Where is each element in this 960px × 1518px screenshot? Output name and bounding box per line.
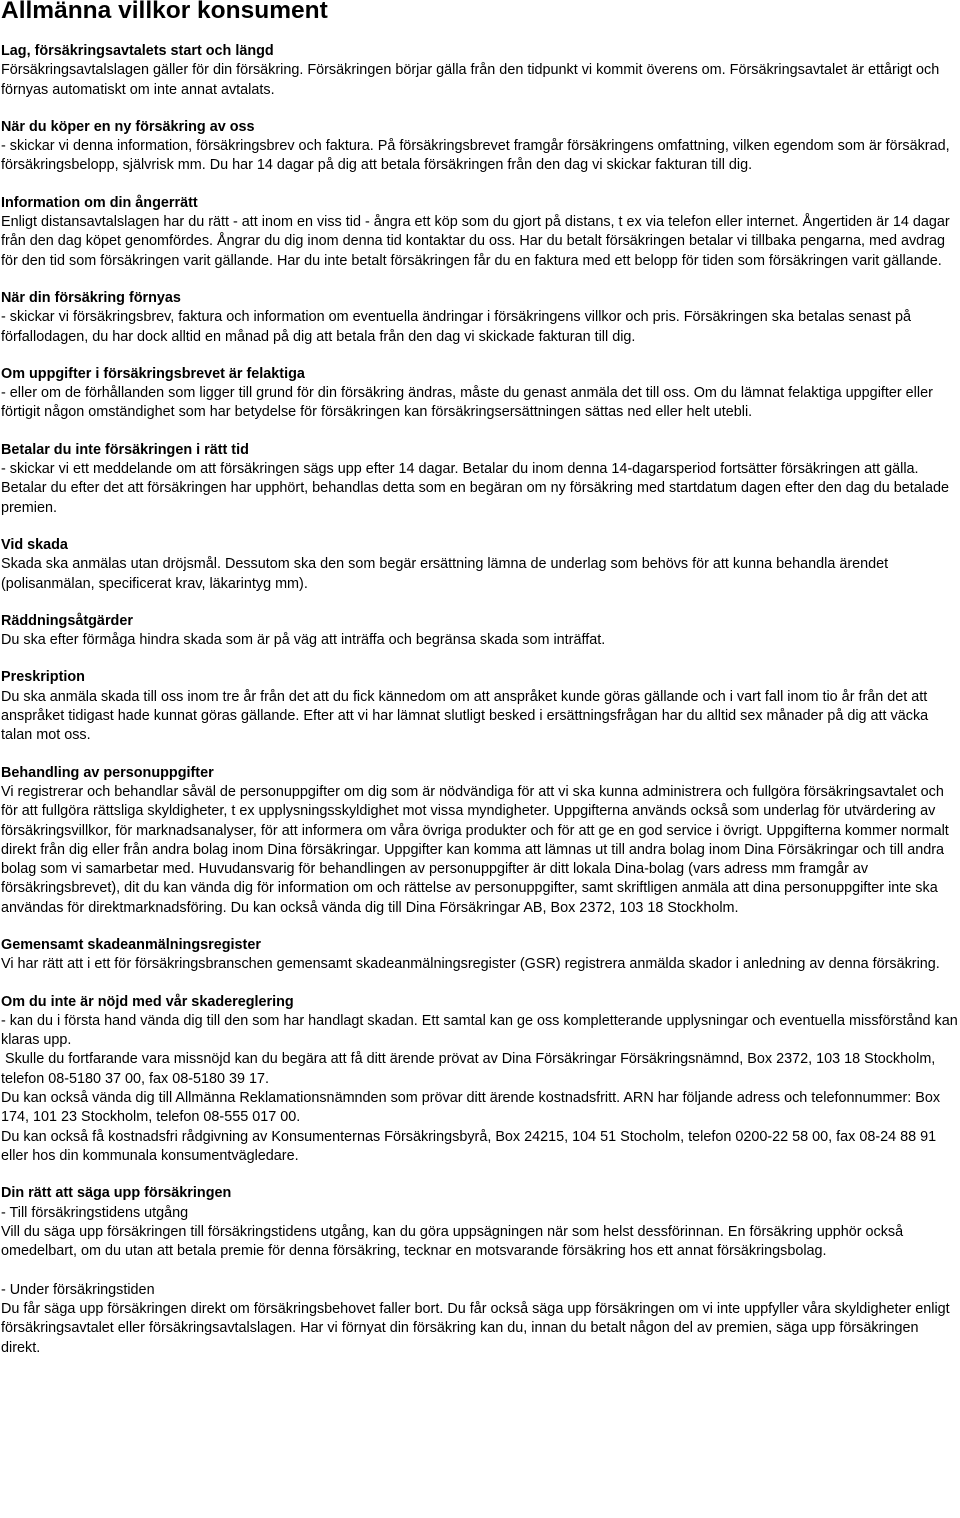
section-paragraph: Du kan också vända dig till Allmänna Reklamationsnämnden som prövar ditt ärende kostnadsfritt. ARN har följande adress och telefonnummer: Box 174, 101 23 Stockholm, telefon 08-555 017 00. [1,1090,941,1126]
section-paragraph: Vi har rätt att i ett för försäkringsbranschen gemensamt skadeanmälningsregister (GSR) registrera anmälda skador i anledning av denna försäkring. [1,956,940,973]
section-heading: Din rätt att säga upp försäkringen [1,1185,232,1202]
section-paragraph: Du ska efter förmåga hindra skada som är på väg att inträffa och begränsa skada som inträffat. [1,632,606,649]
section-paragraph: Du kan också få kostnadsfri rådgivning av Konsumenternas Försäkringsbyrå, Box 24215, 104 51 Stocholm, telefon 0200-22 58 00, fax 08-24 88 91 eller hos din kommunala konsumentvägledare. [1,1128,937,1164]
section-heading: Betalar du inte försäkringen i rätt tid [1,441,249,458]
section-ny-forsakring [1,118,958,176]
section-skadereglering [1,993,958,1167]
section-paragraph: - eller om de förhållanden som ligger till grund för din försäkring ändras, måste du genast anmäla det till oss. Om du lämnat felaktiga uppgifter eller förtigit någon omständighet som har betydelse för försäkringen kan försäkringsersättningen sättas ned eller helt utebli. [1,385,933,421]
section-paragraph: - Till försäkringstidens utgång [1,1204,189,1221]
section-paragraph: Betalar du efter det att försäkringen har upphört, behandlas detta som en begäran om ny försäkring med startdatum dagen efter den dag du betalade premien. [1,480,949,516]
section-paragraph: Enligt distansavtalslagen har du rätt - att inom en viss tid - ångra ett köp som du gjort på distans, t ex via telefon eller internet. Ångertiden är 14 dagar från den dag köpet genomfördes. Ångrar du dig inom denna tid kontaktar du oss. Har du betalt försäkringen betalar vi tillbaka pengarna, med avdrag för den tid som försäkringen varit gällande. Har du inte betalt försäkringen får du en faktura med ett belopp för tiden som försäkringen varit gällande. [1,214,950,269]
section-personuppgifter [1,764,958,918]
section-heading: Preskription [1,669,85,686]
section-preskription [1,668,958,745]
section-paragraph: - Under försäkringstiden [1,1281,155,1298]
section-angerratt [1,194,958,271]
document-title: Allmänna villkor konsument [1,0,328,24]
section-paragraph: Du får säga upp försäkringen direkt om försäkringsbehovet faller bort. Du får också säga upp försäkringen om vi inte uppfyller våra skyldigheter enligt försäkringsavtalet eller försäkringsavtalslagen. Har vi förnyat din försäkring kan du, innan du betalt någon del av premien, säga upp försäkringen direkt. [1,1301,950,1356]
section-paragraph: - kan du i första hand vända dig till den som har handlagt skadan. Ett samtal kan ge oss kompletterande upplysningar och eventuella missförstånd kan klaras upp. [1,1012,958,1049]
section-fornyas [1,289,958,347]
section-heading: När du köper en ny försäkring av oss [1,118,255,135]
section-heading: Vid skada [1,536,68,553]
section-heading: Gemensamt skadeanmälningsregister [1,936,261,953]
section-heading: Information om din ångerrätt [1,194,198,211]
section-heading: Räddningsåtgärder [1,612,133,629]
section-vid-skada [1,536,958,594]
section-heading: Behandling av personuppgifter [1,764,214,781]
section-lag [1,42,958,100]
section-paragraph: Vi registrerar och behandlar såväl de personuppgifter om dig som är nödvändiga för att vi ska kunna administrera och fullgöra försäkringsavtalet och för att fullgöra rättsliga skyldigheter, t ex upplysningsskyldighet mot vissa myndigheter. Uppgifterna används också som underlag för utvärdering av försäkringsvillkor, för marknadsanalyser, för att informera om våra övriga produkter och för att ge en god service i övrigt. Uppgifterna kommer normalt direkt från dig eller från andra bolag inom Dina försäkringar. Uppgifter kan komma att lämnas ut till andra bolag inom Dina Försäkringar och till andra bolag som vi samarbetar med. Huvudansvarig för behandlingen av personuppgifter är ditt lokala Dina-bolag (vars adress mm framgår av försäkringsbrevet), dit du kan vända dig för information om och rättelse av personuppgifter, samt skriftligen anmäla att dina personuppgifter inte ska användas för direktmarknadsföring. Du kan också vända dig till Dina Försäkringar AB, Box 2372, 103 18 Stockholm. [1,783,949,916]
section-paragraph: Försäkringsavtalslagen gäller för din försäkring. Försäkringen börjar gälla från den tidpunkt vi kommit överens om. Försäkringsavtalet är ettårigt och förnyas automatiskt om inte annat avtalats. [1,62,940,98]
section-paragraph: - skickar vi ett meddelande om att försäkringen sägs upp efter 14 dagar. Betalar du inom denna 14-dagarsperiod fortsätter försäkringen att gälla. [1,461,919,478]
section-felaktiga-uppgifter [1,365,958,423]
section-raddningsatgarder [1,612,958,651]
section-paragraph: - skickar vi denna information, försäkringsbrev och faktura. På försäkringsbrevet framgår försäkringens omfattning, vilken egendom som är försäkrad, försäkringsbelopp, självrisk mm. Du har 14 dagar på dig att betala försäkringen från den dag vi skickar fakturan till dig. [1,138,950,174]
section-betalning [1,441,958,518]
section-paragraph: Skada ska anmälas utan dröjsmål. Dessutom ska den som begär ersättning lämna de underlag som behövs för att kunna behandla ärendet (polisanmälan, specificerat krav, läkarintyg mm). [1,556,889,592]
section-heading: Om uppgifter i försäkringsbrevet är felaktiga [1,365,305,382]
section-paragraph: Vill du säga upp försäkringen till försäkringstidens utgång, kan du göra uppsägningen när som helst dessförinnan. En försäkring upphör också omedelbart, om du utan att betala premie för denna försäkring, tecknar en motsvarande försäkring hos ett annat försäkringsbolag. [1,1223,904,1260]
section-paragraph: Skulle du fortfarande vara missnöjd kan du begära att få ditt ärende prövat av Dina Försäkringar Försäkringsnämnd, Box 2372, 103 18 Stockholm, telefon 08-5180 37 00, fax 08-5180 39 17. [1,1051,940,1087]
section-paragraph: Du ska anmäla skada till oss inom tre år från det att du fick kännedom om att anspråket kunde göras gällande och i vart fall inom tio år från det att anspråket tidigast hade kunnat göras gällande. Efter att vi har lämnat slutligt besked i ersättningsfrågan har du alltid sex månader på dig att väcka talan mot oss. [1,688,929,744]
section-skadeanmalningsregister [1,936,958,975]
section-heading: När din försäkring förnyas [1,289,181,306]
section-uppsagning [1,1184,958,1358]
section-heading: Lag, försäkringsavtalets start och längd [1,43,274,59]
section-heading: Om du inte är nöjd med vår skadereglering [1,993,294,1010]
section-paragraph: - skickar vi försäkringsbrev, faktura och information om eventuella ändringar i försäkringens villkor och pris. Försäkringen ska betalas senast på förfallodagen, du har dock alltid en månad på dig att betala från den dag vi skickade fakturan till dig. [1,309,911,345]
